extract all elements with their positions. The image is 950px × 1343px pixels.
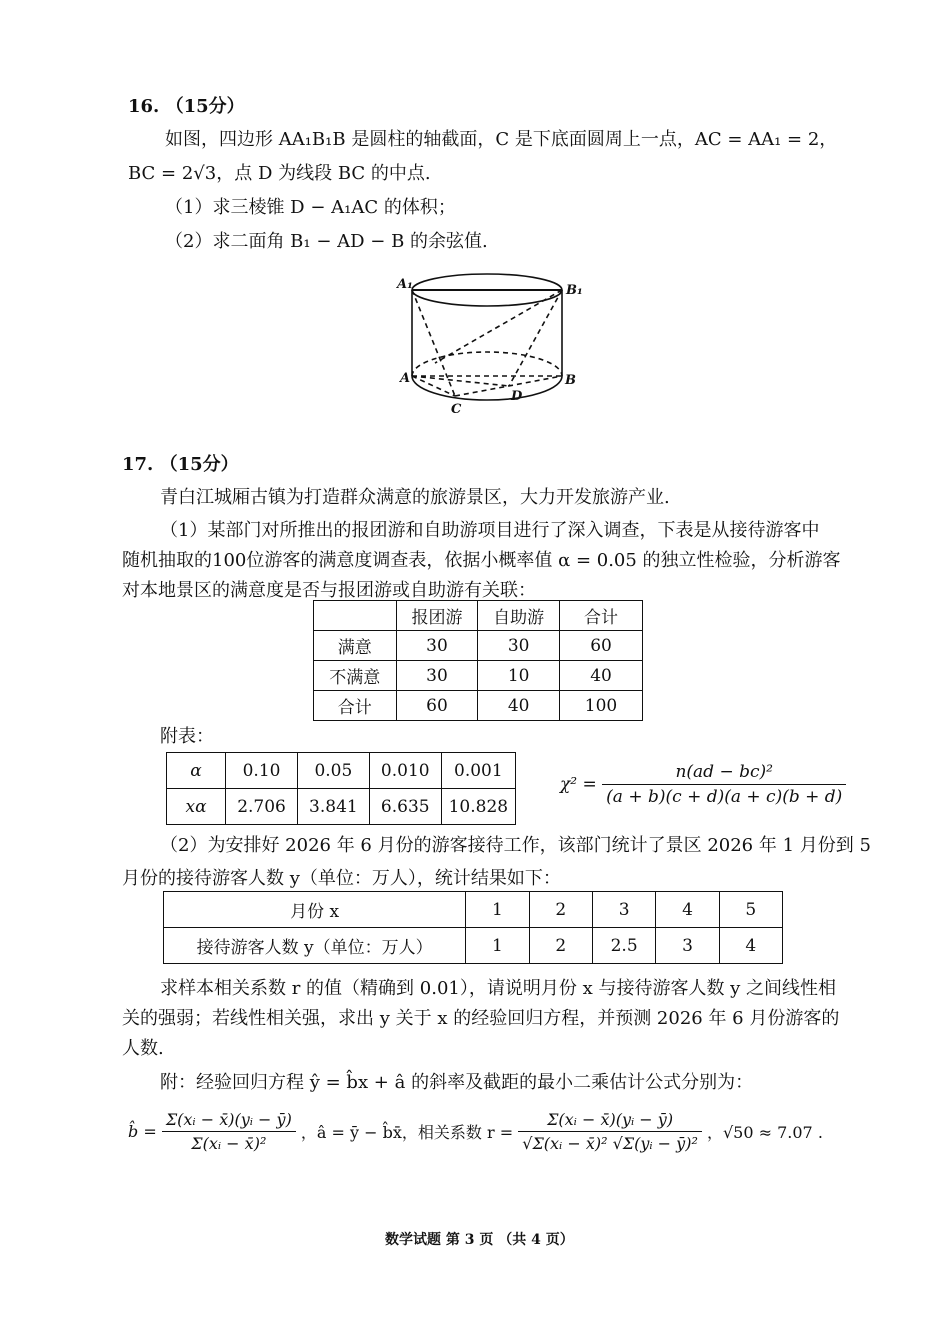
- q16-text-line2: BC = 2√3，点 D 为线段 BC 的中点.: [128, 163, 431, 184]
- survey-cell: 60: [560, 631, 643, 661]
- chi-square-fraction: [602, 762, 846, 807]
- b-hat-fraction: [162, 1110, 296, 1153]
- alpha-cell: 3.841: [297, 789, 369, 825]
- alpha-table: [166, 752, 516, 825]
- survey-cell: 60: [396, 691, 478, 721]
- survey-table-row: [314, 631, 643, 661]
- regression-note: 附：经验回归方程 ŷ = b̂x + â 的斜率及截距的最小二乘估计公式分别为：: [160, 1072, 754, 1093]
- alpha-cell: 0.05: [297, 753, 369, 789]
- bottom-front-arc: [412, 376, 562, 400]
- alpha-cell: 2.706: [226, 789, 298, 825]
- survey-table-row: [314, 661, 643, 691]
- month-cell: 5: [719, 892, 782, 928]
- month-cell: 4: [656, 892, 719, 928]
- q16-text-line1: 如图，四边形 AA₁B₁B 是圆柱的轴截面，C 是下底面圆周上一点，AC = AA₁ = 2，: [165, 129, 838, 150]
- q17-part3-line1: 求样本相关系数 r 的值（精确到 0.01），请说明月份 x 与接待游客人数 y 之间线性相: [160, 978, 837, 999]
- label-A: A: [400, 371, 411, 386]
- q17-part2-line1: （2）为安排好 2026 年 6 月份的游客接待工作，该部门统计了景区 2026 年 1 月份到 5: [160, 835, 871, 856]
- survey-cell: 合计: [314, 691, 397, 721]
- q16-subq2: （2）求二面角 B₁ − AD − B 的余弦值.: [165, 231, 488, 252]
- cylinder-figure: [395, 268, 595, 418]
- bottom-back-arc: [412, 352, 562, 376]
- month-cell: 2.5: [592, 928, 656, 964]
- alpha-table-row: [167, 789, 516, 825]
- month-cell: 月份 x: [164, 892, 466, 928]
- month-table-row: [164, 928, 783, 964]
- r-denominator: √Σ(xᵢ − x̄)² √Σ(yᵢ − ȳ)²: [522, 1134, 698, 1153]
- q16-heading: 16. （15分）: [128, 96, 245, 117]
- q17-part1-line1: （1）某部门对所推出的报团游和自助游项目进行了深入调查，下表是从接待游客中: [160, 520, 820, 541]
- month-cell: 2: [529, 892, 592, 928]
- q17-part3-line2: 关的强弱；若线性相关强，求出 y 关于 x 的经验回归方程，并预测 2026 年 6 月份游客的: [122, 1008, 840, 1029]
- survey-cell: 满意: [314, 631, 397, 661]
- survey-table: [313, 600, 643, 721]
- alpha-cell: 10.828: [441, 789, 515, 825]
- q17-heading: 17. （15分）: [122, 454, 239, 475]
- survey-header-cell: 报团游: [396, 601, 478, 631]
- alpha-cell: xα: [167, 789, 226, 825]
- month-cell: 3: [656, 928, 719, 964]
- page-footer: 数学试题 第 3 页 （共 4 页）: [385, 1232, 574, 1248]
- survey-header-cell: [314, 601, 397, 631]
- segment-CB: [455, 376, 562, 396]
- survey-header-cell: 自助游: [478, 601, 560, 631]
- survey-table-header: [314, 601, 643, 631]
- survey-header-cell: 合计: [560, 601, 643, 631]
- month-cell: 1: [466, 928, 529, 964]
- sqrt50-note: ，√50 ≈ 7.07 .: [706, 1123, 823, 1142]
- r-fraction: [518, 1110, 702, 1153]
- appendix-label: 附表：: [160, 726, 214, 747]
- survey-cell: 40: [478, 691, 560, 721]
- chi-square-numerator: n(ad − bc)²: [602, 762, 846, 785]
- month-table: [163, 891, 783, 964]
- alpha-cell: α: [167, 753, 226, 789]
- b-hat-lhs: b̂ =: [128, 1122, 157, 1141]
- q17-intro: 青白江城厢古镇为打造群众满意的旅游景区，大力开发旅游产业.: [160, 487, 670, 508]
- q17-part2-line2: 月份的接待游客人数 y（单位：万人），统计结果如下：: [122, 868, 561, 889]
- q17-part3-line3: 人数.: [122, 1038, 164, 1059]
- alpha-cell: 0.001: [441, 753, 515, 789]
- q16-subq1: （1）求三棱锥 D − A₁AC 的体积；: [165, 197, 456, 218]
- month-cell: 1: [466, 892, 529, 928]
- segment-AD: [412, 376, 509, 386]
- r-numerator: Σ(xᵢ − x̄)(yᵢ − ȳ): [518, 1110, 702, 1132]
- q17-part1-line3: 对本地景区的满意度是否与报团游或自助游有关联：: [122, 580, 536, 601]
- a-hat-and-r-text: ，â = ȳ − b̂x̄，相关系数 r =: [300, 1123, 514, 1142]
- month-table-row: [164, 892, 783, 928]
- month-cell: 接待游客人数 y（单位：万人）: [164, 928, 466, 964]
- b-hat-denominator: Σ(xᵢ − x̄)²: [191, 1134, 267, 1153]
- alpha-cell: 0.010: [369, 753, 441, 789]
- label-C: C: [451, 402, 462, 417]
- month-cell: 2: [529, 928, 592, 964]
- chi-square-lhs: χ² =: [560, 774, 597, 795]
- regression-formulas: [128, 1110, 823, 1153]
- alpha-cell: 0.10: [226, 753, 298, 789]
- month-cell: 3: [592, 892, 656, 928]
- b-hat-numerator: Σ(xᵢ − x̄)(yᵢ − ȳ): [162, 1110, 296, 1132]
- survey-cell: 30: [396, 631, 478, 661]
- survey-cell: 30: [478, 631, 560, 661]
- label-A1: A₁: [397, 277, 413, 292]
- survey-cell: 30: [396, 661, 478, 691]
- label-B1: B₁: [566, 283, 583, 298]
- survey-cell: 100: [560, 691, 643, 721]
- label-B: B: [565, 373, 576, 388]
- survey-cell: 10: [478, 661, 560, 691]
- alpha-cell: 6.635: [369, 789, 441, 825]
- alpha-table-row: [167, 753, 516, 789]
- chi-square-denominator: (a + b)(c + d)(a + c)(b + d): [606, 787, 843, 807]
- survey-cell: 40: [560, 661, 643, 691]
- month-cell: 4: [719, 928, 782, 964]
- survey-table-row: [314, 691, 643, 721]
- label-D: D: [511, 389, 523, 404]
- q17-part1-line2: 随机抽取的100位游客的满意度调查表，依据小概率值 α = 0.05 的独立性检验，分析游客: [122, 550, 841, 571]
- survey-cell: 不满意: [314, 661, 397, 691]
- chi-square-formula: [560, 762, 846, 807]
